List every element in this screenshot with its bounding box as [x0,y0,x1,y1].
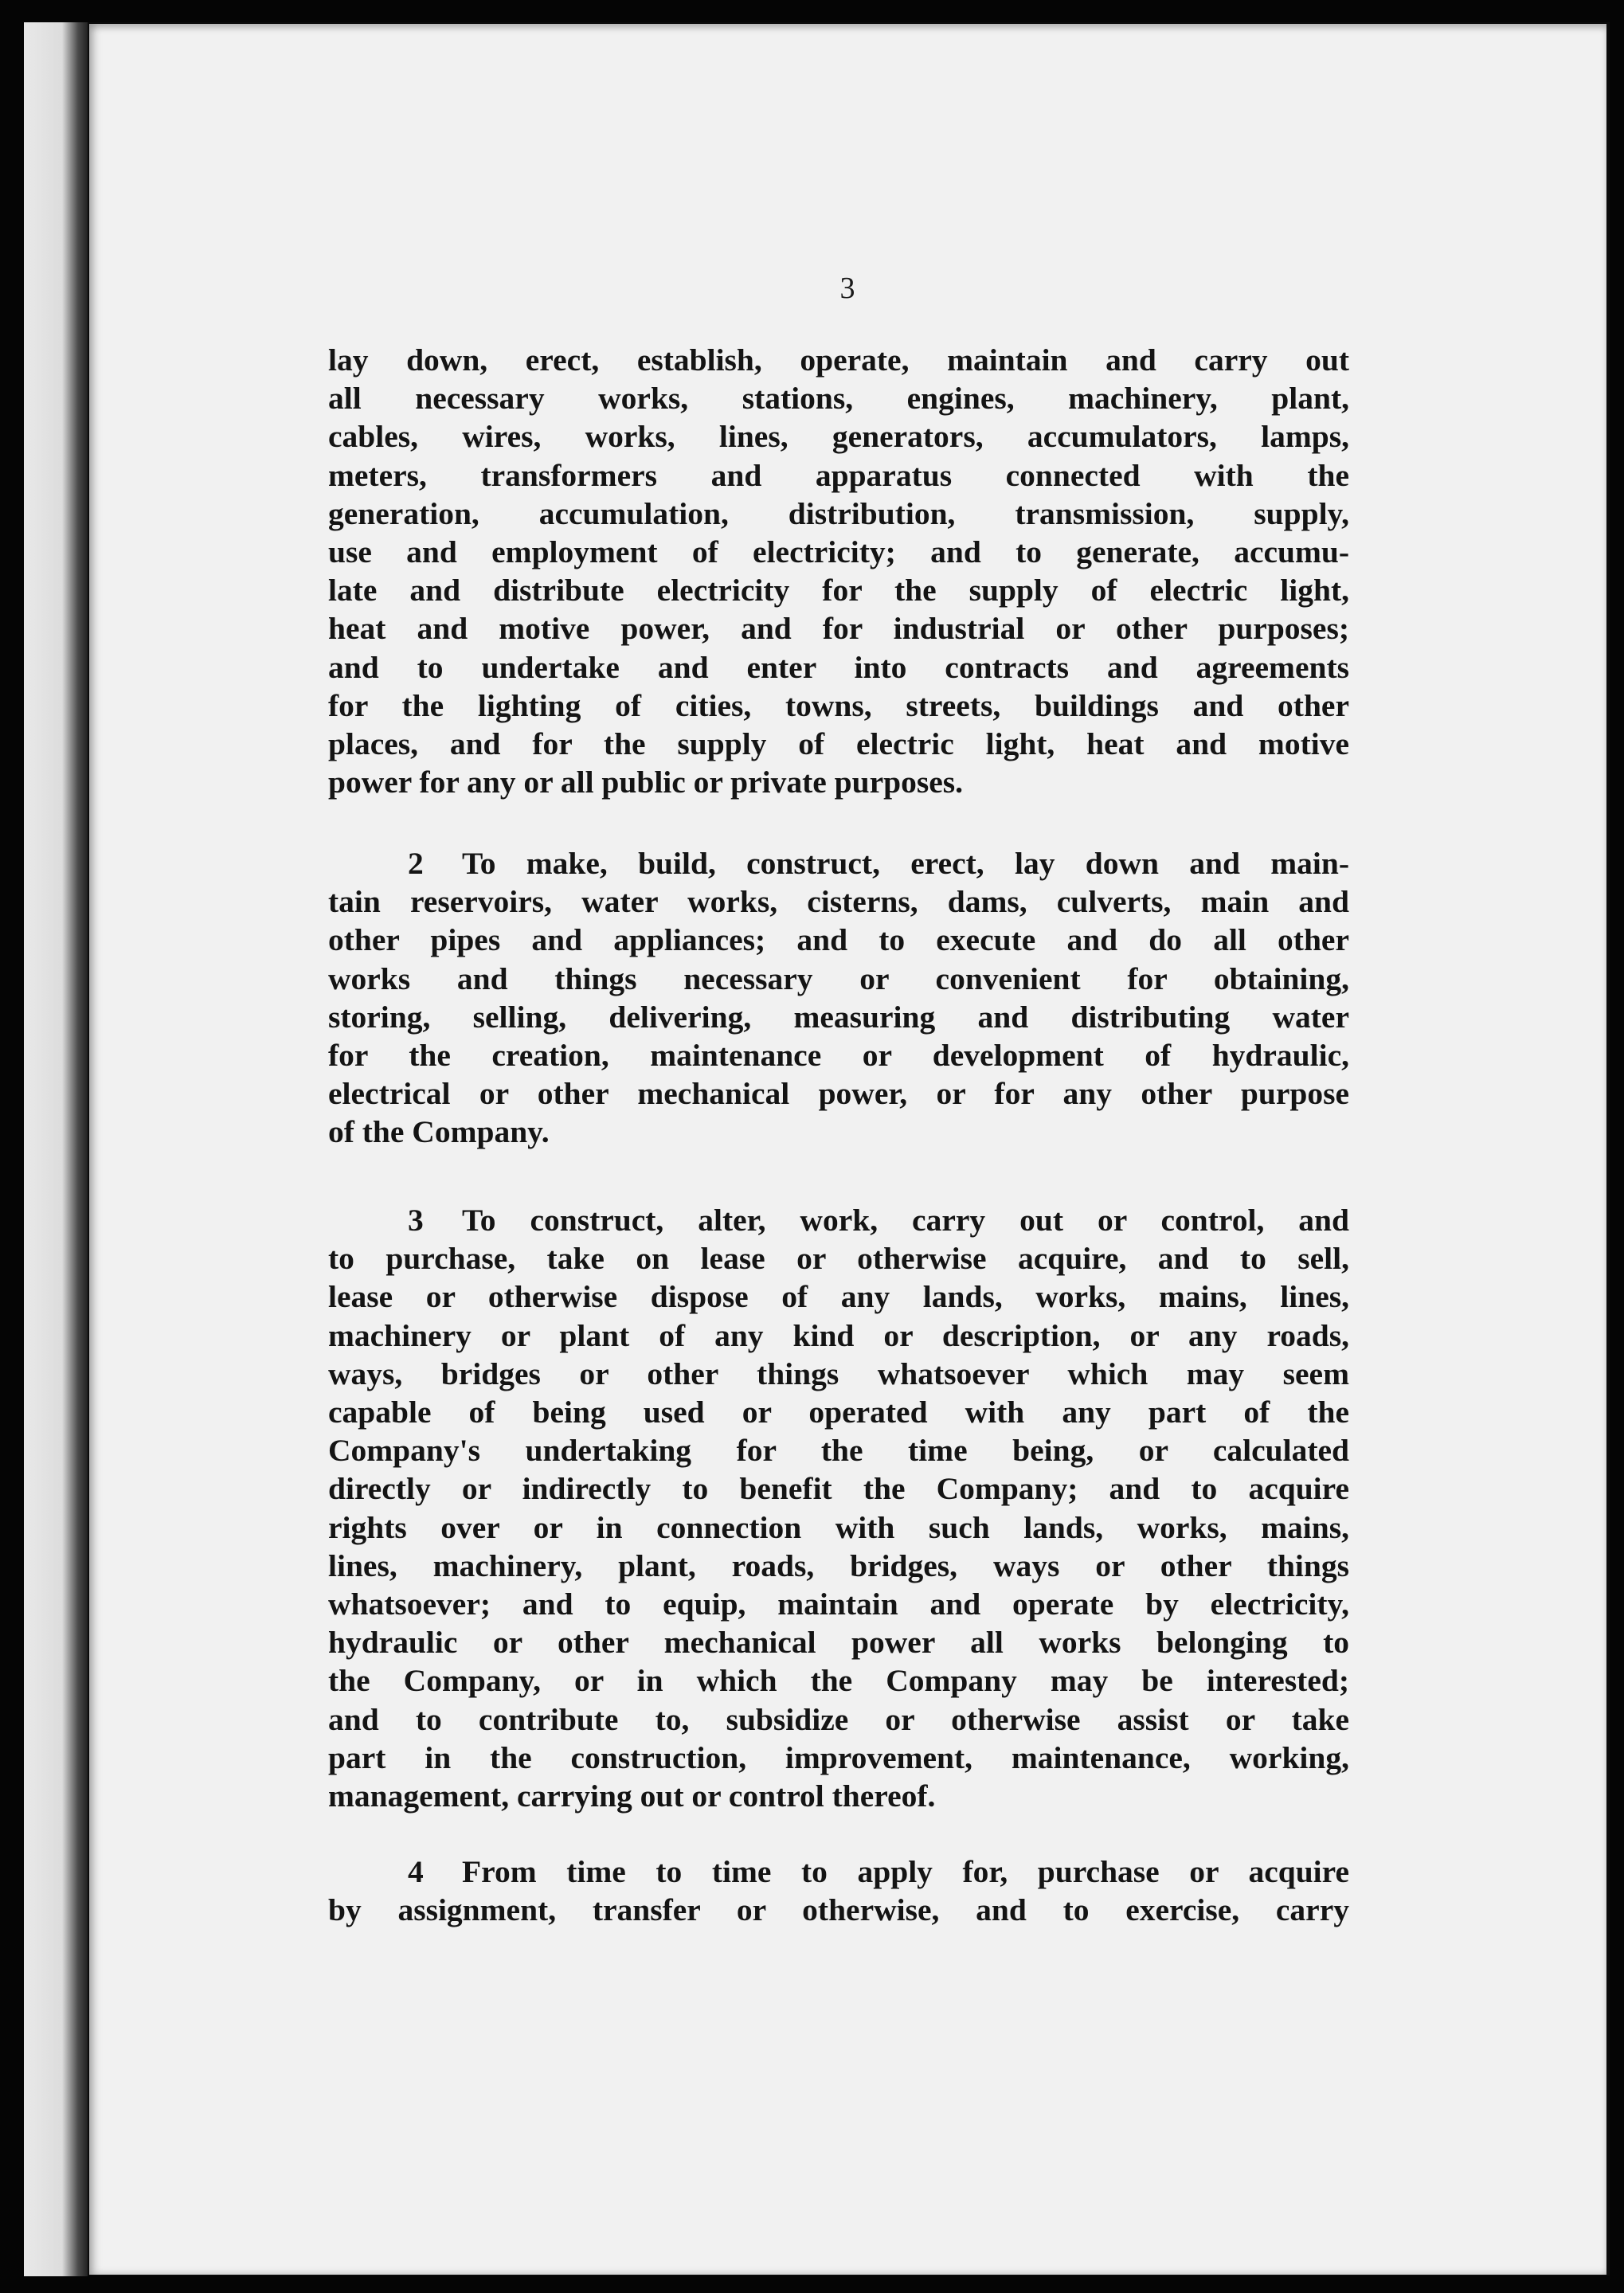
paragraph-continued [328,341,1349,801]
text-line: hydraulic or other mechanical power all works belonging to [328,1625,1349,1661]
text-line: places, and for the supply of electric light, heat and motive [328,726,1349,762]
text-line: whatsoever; and to equip, maintain and operate by electricity, [328,1587,1349,1622]
text-line: generation, accumulation, distribution, transmission, supply, [328,495,1349,531]
text-line: lines, machinery, plant, roads, bridges, ways or other things [328,1548,1349,1583]
text-line: machinery or plant of any kind or description, or any roads, [328,1317,1349,1353]
text-line: works and things necessary or convenient for obtaining, [328,961,1349,996]
text-line: for the creation, maintenance or development of hydraulic, [328,1038,1349,1074]
paragraph-number: 2 [408,846,424,881]
text-line: electrical or other mechanical power, or for any other purpose [328,1076,1349,1112]
text-line: lease or otherwise dispose of any lands, works, mains, lines, [328,1279,1349,1315]
text-line-first [328,844,1349,882]
text-line: tain reservoirs, water works, cisterns, dams, culverts, main and [328,884,1349,920]
text-line: meters, transformers and apparatus connected with the [328,457,1349,493]
paragraph-4 [328,1853,1349,1929]
text-line: capable of being used or operated with any part of the [328,1395,1349,1430]
text-line: power for any or all public or private purposes. [328,765,964,800]
text-line: and to contribute to, subsidize or otherwise assist or take [328,1701,1349,1737]
text-line-first [328,1853,1349,1891]
text-line: rights over or in connection with such lands, works, mains, [328,1509,1349,1545]
text-line: storing, selling, delivering, measuring and distributing water [328,999,1349,1035]
document-page [89,24,1606,2275]
paragraph-number: 3 [408,1203,424,1238]
text-line: lay down, erect, establish, operate, maintain and carry out [328,342,1349,378]
text-line: management, carrying out or control thereof. [328,1778,936,1814]
text-line: to purchase, take on lease or otherwise acquire, and to sell, [328,1241,1349,1277]
scan-border-right [1610,0,1624,2293]
page-number: 3 [839,272,856,305]
paragraph-number: 4 [408,1854,424,1889]
text-line-first [328,1201,1349,1239]
text-line: directly or indirectly to benefit the Company; and to acquire [328,1471,1349,1507]
text-line-content: From time to time to apply for, purchase or acquire [462,1854,1349,1889]
text-line: the Company, or in which the Company may be interested; [328,1663,1349,1699]
text-line: by assignment, transfer or otherwise, and to exercise, carry [328,1892,1349,1928]
paragraph-body [328,341,1349,801]
scan-border-bottom [0,2275,1624,2293]
paragraph-body [328,1853,1349,1929]
paragraph-body [328,844,1349,1152]
text-line: heat and motive power, and for industrial or other purposes; [328,611,1349,647]
paragraph-3 [328,1201,1349,1815]
text-line: of the Company. [328,1114,550,1150]
text-line: for the lighting of cities, towns, streets, buildings and other [328,687,1349,723]
paragraph-body [328,1201,1349,1815]
text-line-content: To construct, alter, work, carry out or control, and [462,1203,1349,1238]
text-line-content: To make, build, construct, erect, lay down and main- [462,846,1349,881]
scan-border-left [0,0,24,2293]
text-line: Company's undertaking for the time being, or calculated [328,1433,1349,1469]
text-line: all necessary works, stations, engines, machinery, plant, [328,381,1349,417]
scan-border-top [0,0,1624,22]
paragraph-2 [328,844,1349,1152]
text-line: cables, wires, works, lines, generators, accumulators, lamps, [328,419,1349,455]
text-line: use and employment of electricity; and to generate, accumu- [328,534,1349,570]
previous-page-edge [24,22,88,2276]
text-line: part in the construction, improvement, maintenance, working, [328,1739,1349,1775]
text-line: other pipes and appliances; and to execute and do all other [328,922,1349,958]
text-line: late and distribute electricity for the supply of electric light, [328,573,1349,608]
text-line: ways, bridges or other things whatsoever which may seem [328,1356,1349,1391]
text-line: and to undertake and enter into contracts and agreements [328,649,1349,685]
